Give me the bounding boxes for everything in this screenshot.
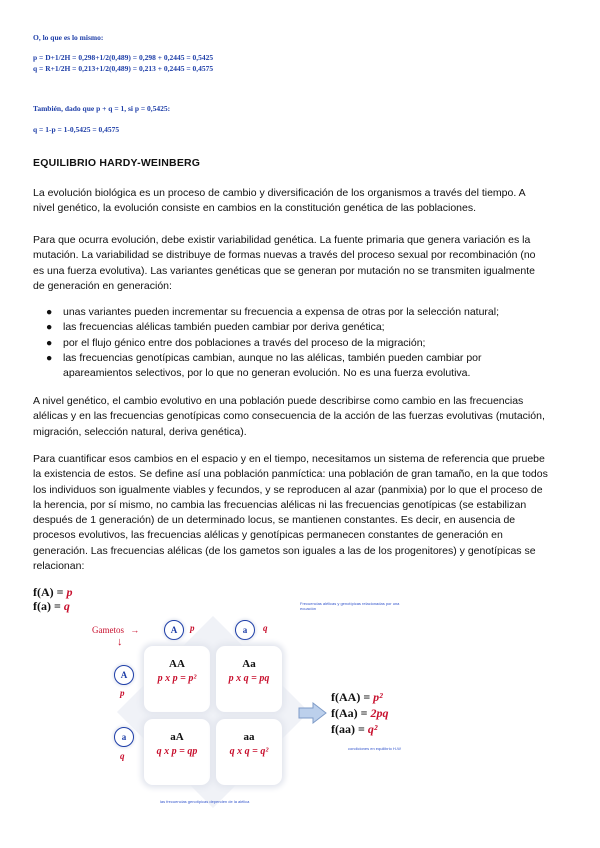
calc-line-1: O, lo que es lo mismo: [33,33,104,42]
calc-line-p: p = D+1/2H = 0,298+1/2(0,489) = 0,298 + 0,2445 = 0,5425 [33,53,214,62]
note-top: Frecuencias alélicas y genotípicas relacionadas por una ecuación [300,601,400,611]
gamete-freq-p-top: p [190,623,195,633]
calc-line-q: q = R+1/2H = 0,213+1/2(0,489) = 0,213 + 0,2445 = 0,4575 [33,64,214,73]
bullet-icon: ● [46,336,53,349]
genotype-frequency-AA-label: f(AA) = [331,690,374,704]
punnett-cell-Aa [216,646,282,712]
section-heading: EQUILIBRIO HARDY-WEINBERG [33,157,201,169]
gamete-freq-q-left: q [120,751,125,761]
list-item [33,320,548,335]
gamete-freq-p-left: p [120,688,125,698]
bullet-icon: ● [46,321,53,334]
gamete-circle-A-left: A [114,665,134,685]
note-bottom: las frecuencias genotípicas dependen de la alélica [160,799,250,804]
allele-frequency-a-label: f(a) = [33,599,64,613]
formula-Aa: p x q = pq [228,673,270,684]
genotype-Aa: Aa [242,658,256,670]
calc-line-q-result: q = 1-p = 1-0,5425 = 0,4575 [33,125,120,134]
genotype-frequency-Aa-label: f(Aa) = [331,706,371,720]
diamond-background [113,612,313,812]
genotype-frequency-aa [331,722,377,737]
bullet-icon: ● [46,306,53,318]
result-arrow-icon [298,702,328,724]
paragraph-1-text: La evolución biológica es un proceso de cambio y diversificación de los organismos a través del tiempo. A nivel genético, la evolución consiste en cambios en la constitución genética de las poblaciones. [33,187,526,215]
note-right: condiciones en equilibrio H-W [348,746,401,751]
formula-aA: q x p = qp [156,746,198,757]
gamete-circle-A-top: A [164,620,184,640]
list-item-text: por el flujo génico entre dos poblaciones a través del proceso de la migración; [63,336,426,349]
paragraph-4-text: Para cuantificar esos cambios en el espacio y en el tiempo, necesitamos un sistema de referencia que pruebe la existencia de estos. Se define así una población panmíctica: una población de gran tamaño, en la que todos los individuos son igualmente viables y fecundos, y se reproducen al azar (panmixia) por lo que el proceso de la herencia, por sí mismo, no cambia las frecuencias alélicas ni las frecuencias genotípicas (se estabilizan después de 1 generación) de un determinado locus, se mantienen constantes. Es decir, en ausencia de procesos evolutivos, las frecuencias alélicas y genotípicas permanecen constantes de generación en generación. Las frecuencias alélicas (de los gametos son iguales a las de los progenitores) y genotípicas se relacionan: [33,453,548,573]
genotype-aa: aa [243,731,255,743]
allele-frequency-A-value: p [66,585,73,599]
punnett-cell-aa [216,719,282,785]
list-item [33,305,548,320]
result-arrow-shape [299,703,326,723]
formula-AA: p x p = p² [157,673,197,684]
arrow-down-icon: ↓ [117,636,123,648]
calc-line-also: También, dado que p + q = 1, si p = 0,5425: [33,104,171,113]
gamete-circle-a-left: a [114,727,134,747]
genotype-frequency-Aa-value: 2pq [370,706,389,720]
genotype-frequency-aa-label: f(aa) = [331,722,368,736]
gametos-label [92,625,139,635]
punnett-cell-aA [144,719,210,785]
genotype-AA: AA [169,658,185,670]
list-item [33,351,548,382]
allele-frequency-a [33,599,70,614]
allele-frequency-A-label: f(A) = [33,585,67,599]
genotype-aA: aA [170,731,184,743]
paragraph-3 [33,394,548,440]
genotype-frequency-Aa [331,706,389,721]
genotype-frequency-AA-value: p² [373,690,383,704]
paragraph-3-text: A nivel genético, el cambio evolutivo en una población puede describirse como cambio en las frecuencias alélicas y en las frecuencias genotípicas como consecuencia de la acción de las fuerzas evolutivas (mutación, migración, selección natural, deriva genética). [33,395,545,438]
gamete-circle-a-top: a [235,620,255,640]
genotype-frequency-AA [331,690,383,705]
allele-frequency-A [33,585,73,600]
list-item-text: unas variantes pueden incrementar su frecuencia a expensa de otras por la selección natural; [63,306,500,318]
paragraph-2-text: Para que ocurra evolución, debe existir variabilidad genética. La fuente primaria que genera variación es la mutación. La variabilidad se distribuye de formas nuevas a través del proceso sexual por recombinación (no es una fuerza evolutiva). Las variantes genéticas que se generan por mutación no se transmiten igualmente de generación en generación: [33,234,536,292]
list-item-text: las frecuencias genotípicas cambian, aunque no las alélicas, también pueden cambiar por apareamientos selectivos, por lo que no generan evolución. No es una fuerza evolutiva. [63,351,482,380]
bullet-list [33,305,548,381]
gametos-text: Gametos [92,625,124,635]
allele-frequency-a-value: q [63,599,70,613]
paragraph-4 [33,452,548,574]
formula-aa: q x q = q² [229,746,269,757]
genotype-frequency-aa-value: q² [367,722,378,736]
paragraph-1 [33,186,548,217]
list-item-text: las frecuencias alélicas también pueden cambiar por deriva genética; [63,321,385,334]
arrow-right-icon: → [130,625,140,635]
bullet-icon: ● [46,351,53,364]
list-item [33,336,548,351]
gamete-freq-q-top: q [263,623,268,633]
paragraph-2 [33,233,548,294]
punnett-cell-AA [144,646,210,712]
